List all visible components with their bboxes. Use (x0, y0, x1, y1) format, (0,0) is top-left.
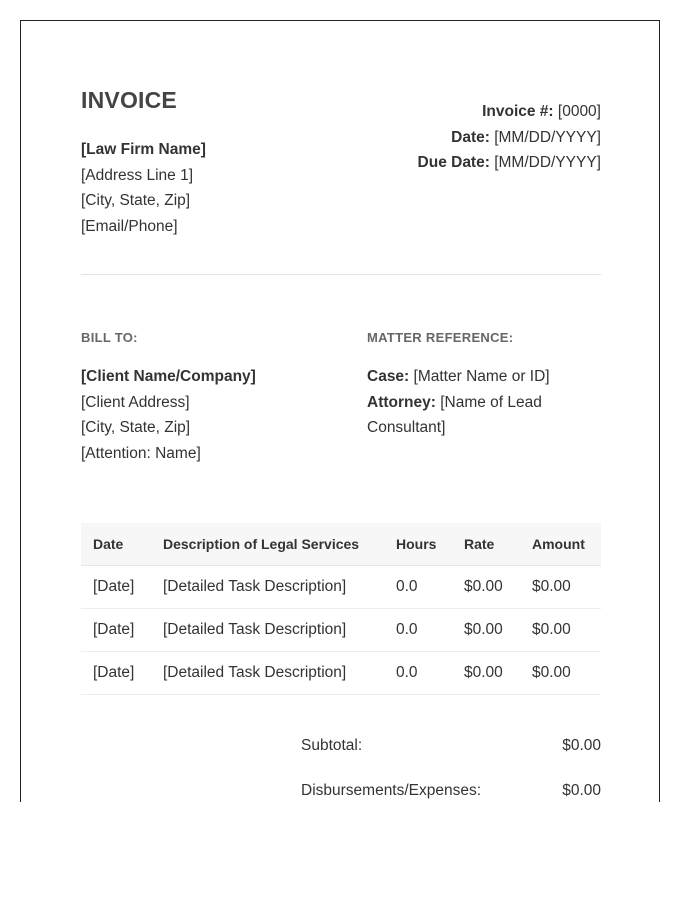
firm-info (81, 137, 206, 239)
matter-reference-heading: MATTER REFERENCE: (367, 330, 514, 345)
case-value: [Matter Name or ID] (413, 368, 550, 385)
row-rate: $0.00 (452, 566, 520, 609)
header-divider (81, 274, 601, 275)
invoice-number-row (418, 99, 601, 125)
invoice-date-row (418, 125, 601, 151)
invoice-due-row (418, 150, 601, 176)
expenses-label: Disbursements/Expenses: (301, 782, 482, 799)
invoice-due-value: [MM/DD/YYYY] (494, 154, 601, 171)
row-hours: 0.0 (384, 609, 452, 652)
row-rate: $0.00 (452, 652, 520, 695)
invoice-page (20, 20, 660, 802)
row-amount: $0.00 (520, 566, 601, 609)
row-description: [Detailed Task Description] (151, 609, 384, 652)
row-date: [Date] (81, 566, 151, 609)
expenses-row (301, 770, 601, 802)
bill-to-heading: BILL TO: (81, 330, 138, 345)
row-date: [Date] (81, 609, 151, 652)
matter-reference-info (367, 364, 587, 441)
column-header-amount: Amount (520, 523, 601, 566)
table-row (81, 566, 601, 609)
row-date: [Date] (81, 652, 151, 695)
invoice-number-label: Invoice #: (482, 103, 554, 120)
column-header-date: Date (81, 523, 151, 566)
subtotal-row (301, 725, 601, 770)
invoice-date-value: [MM/DD/YYYY] (494, 128, 601, 146)
client-city: [City, State, Zip] (81, 419, 191, 436)
firm-contact: [Email/Phone] (81, 217, 178, 235)
row-amount: $0.00 (520, 609, 601, 652)
expenses-value: $0.00 (562, 782, 601, 799)
row-description: [Detailed Task Description] (151, 566, 384, 609)
client-attention: [Attention: Name] (81, 444, 201, 462)
firm-city: [City, State, Zip] (81, 192, 191, 209)
table-header-row (81, 523, 601, 566)
firm-name: [Law Firm Name] (81, 141, 206, 158)
client-address: [Client Address] (81, 393, 190, 411)
column-header-description: Description of Legal Services (151, 523, 384, 566)
services-table (81, 523, 601, 695)
table-row (81, 609, 601, 652)
row-amount: $0.00 (520, 652, 601, 695)
table-row (81, 652, 601, 695)
row-hours: 0.0 (384, 566, 452, 609)
totals-section (301, 725, 601, 802)
client-name: [Client Name/Company] (81, 368, 256, 385)
matter-case-row (367, 364, 587, 390)
attorney-value: [Name of Lead Consultant] (367, 393, 542, 436)
case-label: Case: (367, 368, 410, 385)
subtotal-value: $0.00 (562, 737, 601, 754)
invoice-meta (418, 99, 601, 176)
row-rate: $0.00 (452, 609, 520, 652)
row-description: [Detailed Task Description] (151, 652, 384, 695)
attorney-label: Attorney: (367, 393, 436, 411)
invoice-title: INVOICE (81, 87, 177, 113)
column-header-hours: Hours (384, 523, 452, 566)
row-hours: 0.0 (384, 652, 452, 695)
firm-address: [Address Line 1] (81, 166, 194, 184)
bill-to-info (81, 364, 256, 466)
column-header-rate: Rate (452, 523, 520, 566)
matter-attorney-row (367, 390, 587, 441)
invoice-due-label: Due Date: (417, 154, 490, 171)
invoice-date-label: Date: (451, 128, 490, 146)
subtotal-label: Subtotal: (301, 737, 363, 754)
invoice-number-value: [0000] (557, 103, 601, 120)
